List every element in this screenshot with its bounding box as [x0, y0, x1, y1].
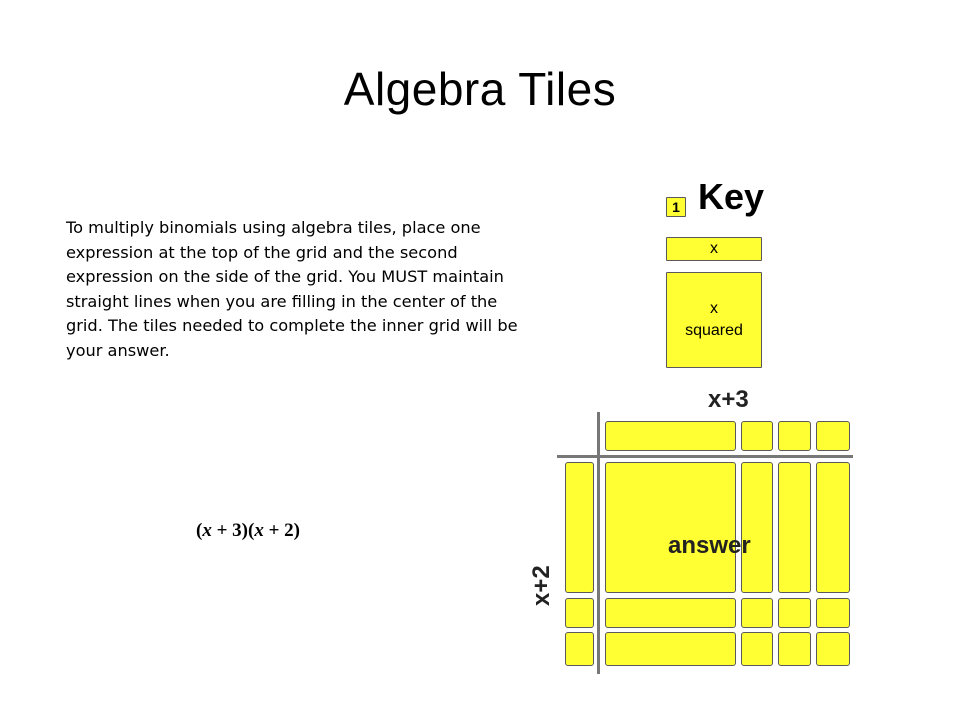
answer-x-tile-vertical: [778, 462, 811, 593]
top-unit-tile: [741, 421, 773, 451]
key-unit-tile: 1: [666, 197, 686, 217]
top-unit-tile: [778, 421, 811, 451]
key-title: Key: [698, 176, 765, 217]
answer-unit-tile: [741, 598, 773, 628]
answer-label: answer: [668, 532, 751, 559]
answer-x-tile-horizontal: [605, 598, 736, 628]
key-x-tile: x: [666, 237, 762, 261]
top-x-tile: [605, 421, 736, 451]
key-x-squared-tile: x squared: [666, 272, 762, 368]
answer-unit-tile: [778, 632, 811, 666]
answer-x-tile-vertical: [741, 462, 773, 593]
answer-unit-tile: [816, 632, 850, 666]
answer-x-squared-tile: [605, 462, 736, 593]
side-unit-tile: [565, 598, 594, 628]
grid-vertical-line: [597, 412, 600, 674]
answer-x-tile-horizontal: [605, 632, 736, 666]
top-unit-tile: [816, 421, 850, 451]
answer-x-tile-vertical: [816, 462, 850, 593]
binomial-expression: (x + 3)(x + 2): [196, 520, 300, 541]
side-unit-tile: [565, 632, 594, 666]
grid-horizontal-line: [557, 455, 853, 458]
side-factor-label: x+2: [528, 565, 555, 606]
answer-unit-tile: [741, 632, 773, 666]
answer-unit-tile: [778, 598, 811, 628]
slide-title: Algebra Tiles: [343, 63, 617, 115]
instructions-text: To multiply binomials using algebra tiles, place one expression at the top of the grid and the second expression on the side of the grid. You MUST maintain straight lines when you are filling in the center of the grid. The tiles needed to complete the inner grid will be your answer.: [66, 218, 518, 360]
answer-unit-tile: [816, 598, 850, 628]
side-x-tile: [565, 462, 594, 593]
top-factor-label: x+3: [708, 386, 749, 413]
